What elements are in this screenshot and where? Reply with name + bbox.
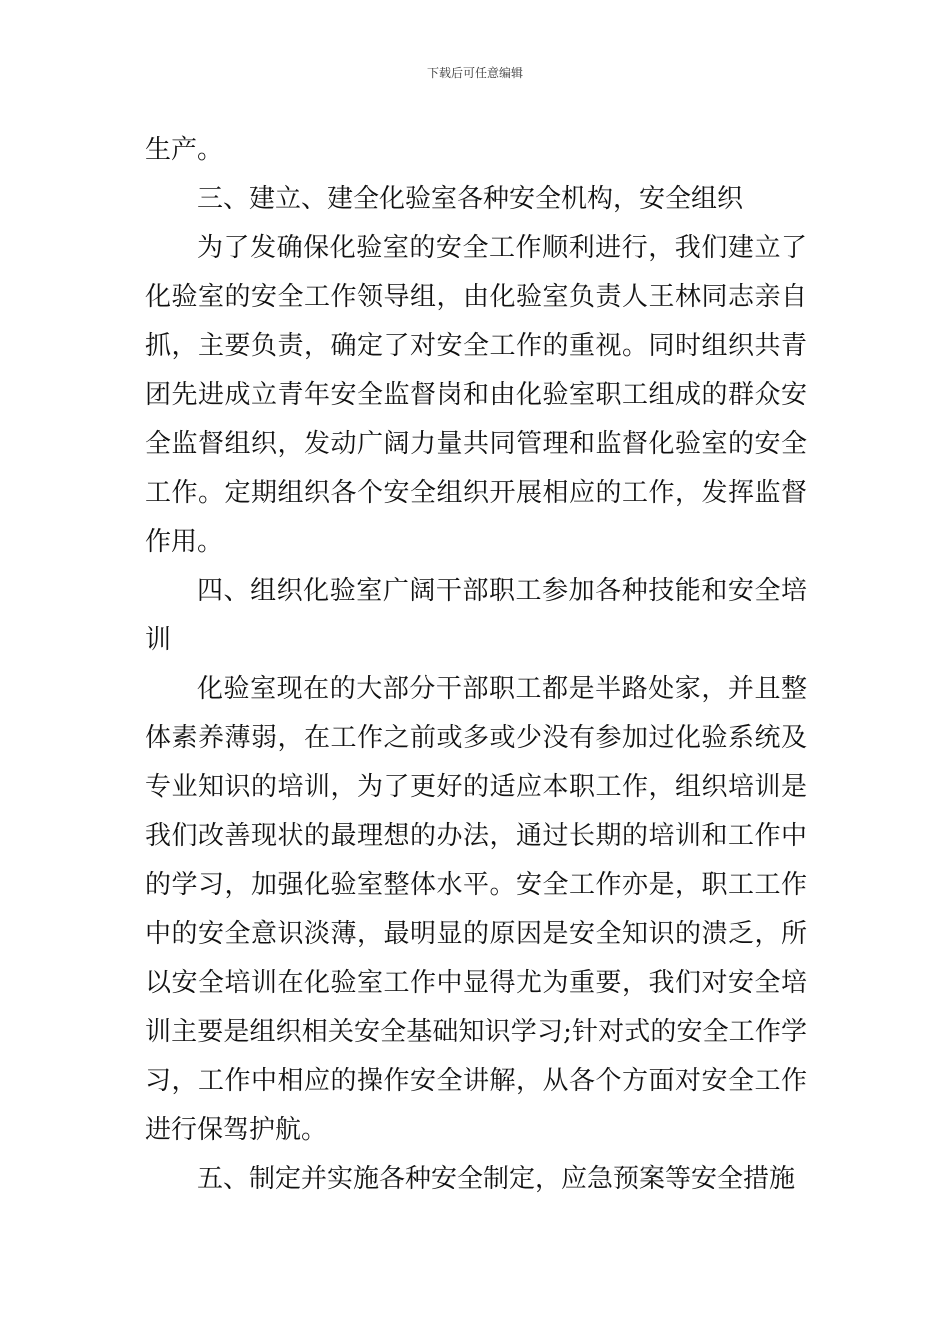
document-body: [145, 126, 807, 1204]
paragraph-line: 习，工作中相应的操作安全讲解，从各个方面对安全工作: [145, 1066, 807, 1096]
paragraph-line: 生产。: [145, 135, 224, 165]
paragraph-line: 训主要是组织相关安全基础知识学习;针对式的安全工作学: [145, 1017, 807, 1047]
paragraph-line: 专业知识的培训，为了更好的适应本职工作，组织培训是: [145, 772, 807, 802]
paragraph-line: 工作。定期组织各个安全组织开展相应的工作，发挥监督: [145, 478, 807, 508]
paragraph-line: 体素养薄弱，在工作之前或多或少没有参加过化验系统及: [145, 723, 807, 753]
paragraph-line: 为了发确保化验室的安全工作顺利进行，我们建立了: [197, 233, 807, 263]
paragraph-line: 化验室的安全工作领导组，由化验室负责人王林同志亲自: [145, 282, 807, 312]
paragraph-line: 团先进成立青年安全监督岗和由化验室职工组成的群众安: [145, 380, 807, 410]
paragraph-line: 抓，主要负责，确定了对安全工作的重视。同时组织共青: [145, 331, 807, 361]
section-heading-4-continued: 训: [145, 625, 172, 655]
paragraph-line: 中的安全意识淡薄，最明显的原因是安全知识的溃乏，所: [145, 919, 807, 949]
paragraph-line: 我们改善现状的最理想的办法，通过长期的培训和工作中: [145, 821, 807, 851]
page-header: 下载后可任意编辑: [426, 66, 523, 80]
paragraph-line: 全监督组织，发动广阔力量共同管理和监督化验室的安全: [145, 429, 807, 459]
paragraph-line: 进行保驾护航。: [145, 1115, 328, 1145]
paragraph-line: 以安全培训在化验室工作中显得尤为重要，我们对安全培: [145, 968, 807, 998]
section-heading-3: 三、建立、建全化验室各种安全机构，安全组织: [197, 184, 744, 214]
paragraph-line: 化验室现在的大部分干部职工都是半路处家，并且整: [197, 674, 807, 704]
section-heading-5: 五、制定并实施各种安全制定，应急预案等安全措施: [197, 1164, 796, 1194]
paragraph-line: 的学习，加强化验室整体水平。安全工作亦是，职工工作: [145, 870, 807, 900]
paragraph-line: 作用。: [145, 527, 224, 557]
section-heading-4: 四、组织化验室广阔干部职工参加各种技能和安全培: [197, 576, 807, 606]
